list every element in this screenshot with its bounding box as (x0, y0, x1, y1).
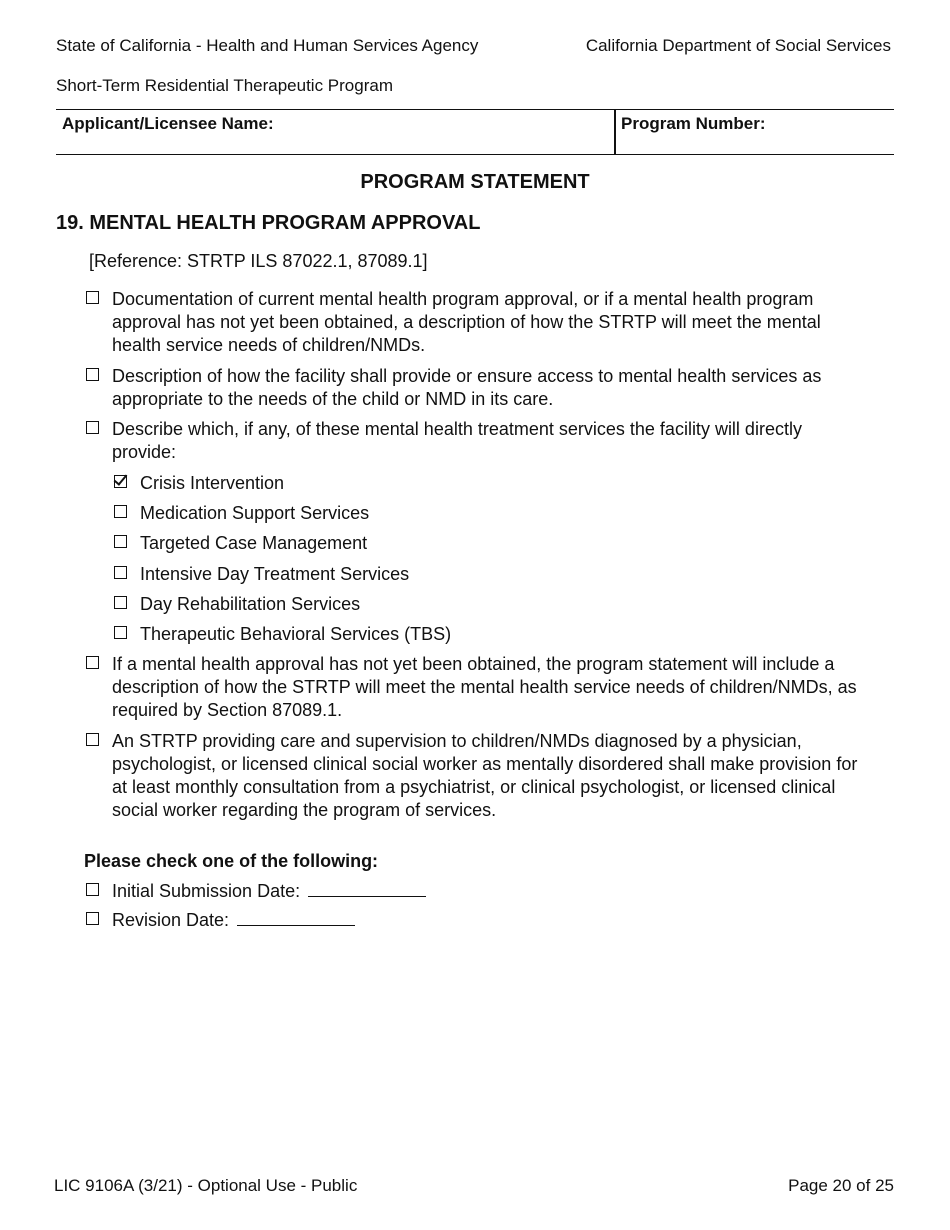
initial-submission-row (112, 880, 426, 903)
revision-date-field[interactable] (237, 911, 355, 926)
service-tbs-label: Therapeutic Behavioral Services (TBS) (140, 624, 452, 644)
item-4-checkbox[interactable] (86, 656, 99, 669)
section-reference: [Reference: STRTP ILS 87022.1, 87089.1] (89, 251, 428, 271)
service-targeted-case-management-label: Targeted Case Management (140, 533, 368, 553)
service-intensive-day-treatment-label: Intensive Day Treatment Services (140, 564, 410, 584)
form-id: LIC 9106A (3/21) - Optional Use - Public (54, 1176, 358, 1195)
revision-row (112, 909, 355, 932)
initial-submission-label: Initial Submission Date: (112, 881, 301, 901)
service-crisis-intervention-checkbox[interactable] (114, 475, 127, 488)
service-tbs-checkbox[interactable] (114, 626, 127, 639)
item-1-checkbox[interactable] (86, 291, 99, 304)
section-heading: 19. MENTAL HEALTH PROGRAM APPROVAL (56, 212, 481, 234)
initial-submission-checkbox[interactable] (86, 883, 99, 896)
item-5-text: An STRTP providing care and supervision to children/NMDs diagnosed by a physician, psychologist, or licensed clinical social worker as mentally disordered shall make provision for at least monthly consultation from a psychiatrist, or clinical psychologist, or licensed clinical social worker regarding the program of services. (112, 731, 858, 820)
program-number-label: Program Number: (621, 114, 766, 133)
service-crisis-intervention-label: Crisis Intervention (140, 473, 285, 493)
applicant-info-box (56, 109, 894, 155)
field-divider (614, 110, 616, 154)
department-name: California Department of Social Services (585, 36, 891, 55)
service-day-rehabilitation-checkbox[interactable] (114, 596, 127, 609)
page-number: Page 20 of 25 (788, 1176, 894, 1195)
revision-checkbox[interactable] (86, 912, 99, 925)
item-3-text: Describe which, if any, of these mental health treatment services the facility will directly provide: (112, 419, 802, 462)
item-1-text: Documentation of current mental health program approval, or if a mental health program approval has not yet been obtained, a description of how the STRTP will meet the mental health service needs of children/NMDs. (112, 289, 821, 355)
program-name: Short-Term Residential Therapeutic Program (56, 76, 393, 95)
initial-submission-date-field[interactable] (308, 882, 426, 897)
applicant-name-label: Applicant/Licensee Name: (62, 114, 274, 133)
service-medication-support-label: Medication Support Services (140, 503, 370, 523)
service-intensive-day-treatment-checkbox[interactable] (114, 566, 127, 579)
item-5-checkbox[interactable] (86, 733, 99, 746)
agency-name: State of California - Health and Human Services Agency (56, 36, 479, 55)
item-3-checkbox[interactable] (86, 421, 99, 434)
item-2-text: Description of how the facility shall provide or ensure access to mental health services as appropriate to the needs of the child or NMD in its care. (112, 366, 822, 409)
page-title: PROGRAM STATEMENT (360, 171, 590, 193)
revision-date-label: Revision Date: (112, 910, 230, 930)
submission-prompt: Please check one of the following: (84, 851, 379, 871)
service-day-rehabilitation-label: Day Rehabilitation Services (140, 594, 361, 614)
service-medication-support-checkbox[interactable] (114, 505, 127, 518)
item-2-checkbox[interactable] (86, 368, 99, 381)
service-targeted-case-management-checkbox[interactable] (114, 535, 127, 548)
item-4-text: If a mental health approval has not yet been obtained, the program statement will include a description of how the STRTP will meet the mental health service needs of children/NMDs, as required by Section 87089.1. (112, 654, 857, 720)
